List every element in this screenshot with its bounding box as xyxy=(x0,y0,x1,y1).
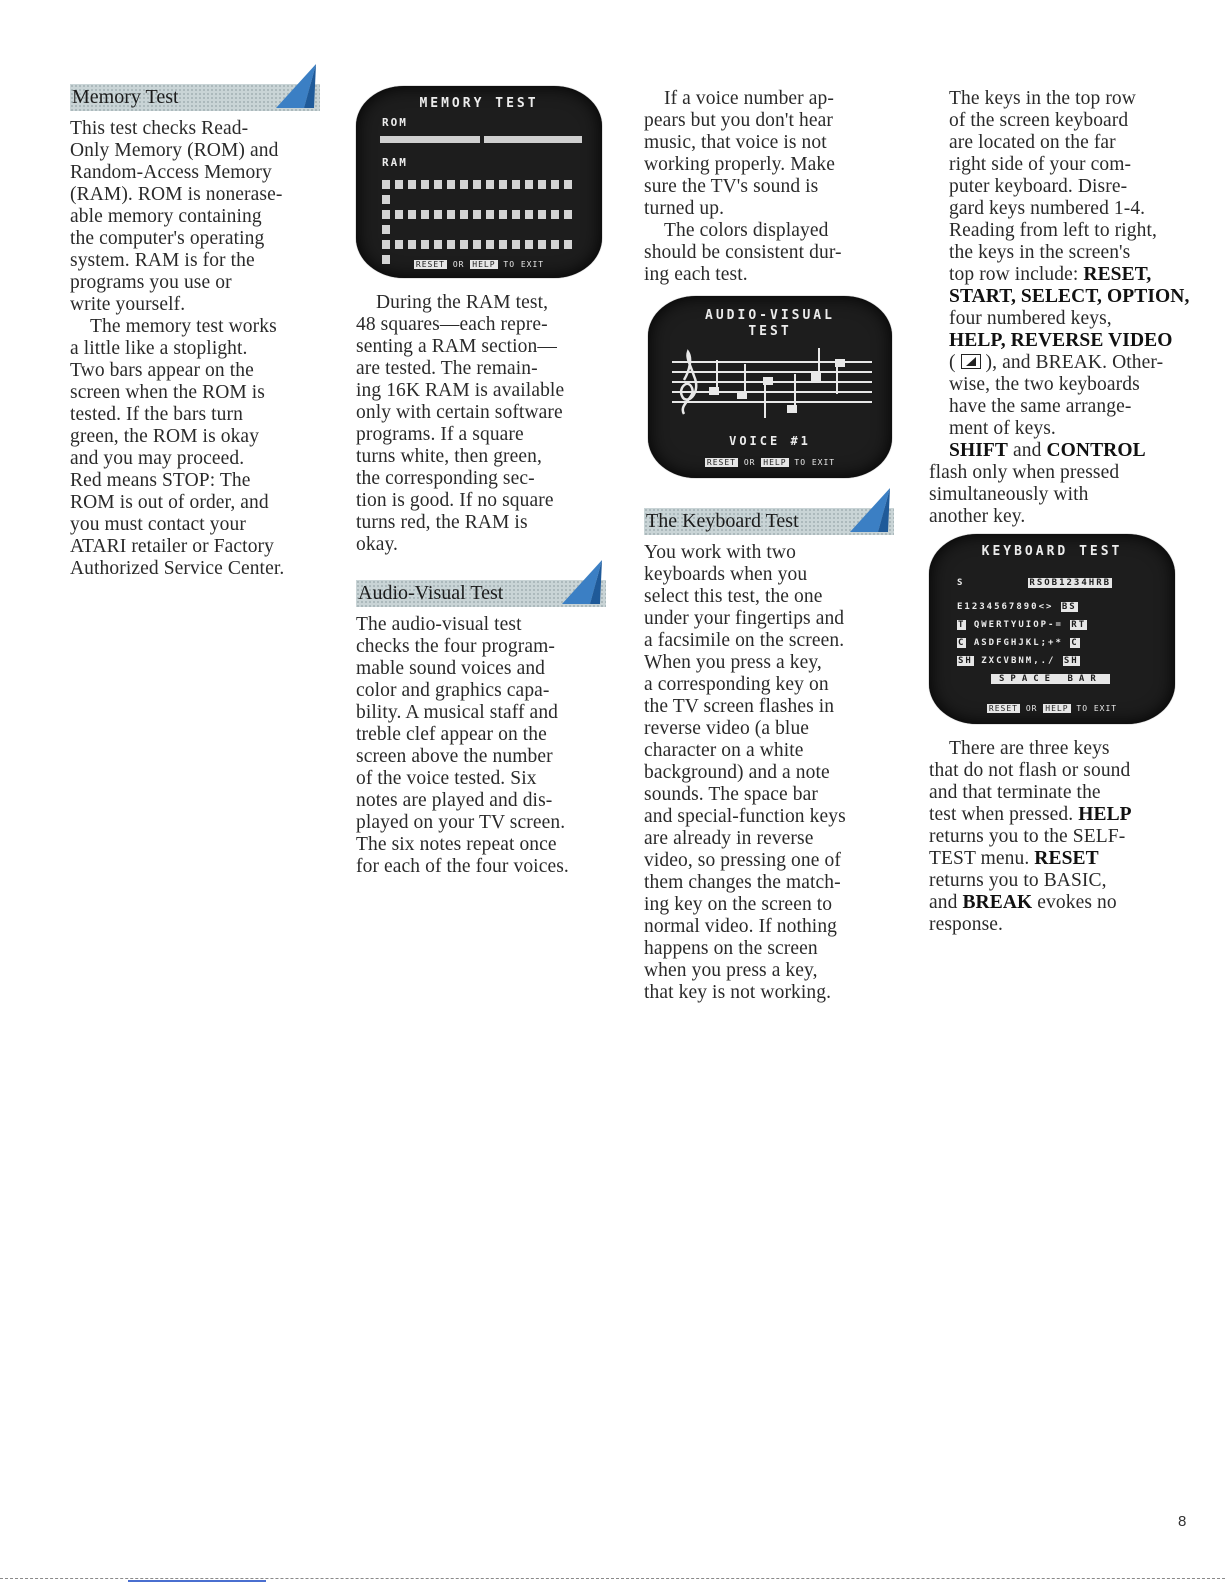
text-line: happens on the screen xyxy=(644,938,818,959)
audio-visual-text xyxy=(356,614,569,878)
rom-bar-1 xyxy=(380,136,480,143)
text-line: sounds. The space bar xyxy=(644,784,818,805)
text-line: working properly. Make xyxy=(644,154,836,175)
text-line: ing 16K RAM is available xyxy=(356,380,565,401)
ram-square xyxy=(564,240,572,249)
text-line: ATARI retailer or Factory xyxy=(70,536,274,557)
ram-squares xyxy=(382,176,588,266)
ram-square xyxy=(382,210,390,219)
text-line: checks the four program- xyxy=(356,636,555,657)
text-line: character on a white xyxy=(644,740,804,761)
text-line: programs you use or xyxy=(70,272,232,293)
text-line: background) and a note xyxy=(644,762,830,783)
screen-title-line2: TEST xyxy=(748,324,792,339)
text-line: programs. If a square xyxy=(356,424,524,445)
or-label: OR xyxy=(743,458,756,467)
ram-square xyxy=(382,225,390,234)
ram-label: RAM xyxy=(382,156,408,169)
text-line: and special-function keys xyxy=(644,806,846,827)
text-line: sure the TV's sound is xyxy=(644,176,819,197)
help-key-label: HELP xyxy=(472,260,496,269)
or-label: OR xyxy=(1025,704,1038,713)
terminate-keys-text: There are three keys that do not flash or sound and that terminate the test when pressed. HELP returns you to the SELF- TEST menu. RESET returns you to BASIC, and BREAK evokes no response. xyxy=(929,738,1132,935)
text-line: bility. A musical staff and xyxy=(356,702,559,723)
keyboard-test-text xyxy=(644,542,846,1004)
text-line: treble clef appear on the xyxy=(356,724,547,745)
ram-square xyxy=(395,240,403,249)
text-line: During the RAM test, xyxy=(376,292,549,313)
text-line: are tested. The remain- xyxy=(356,358,538,379)
text-line: mable sound voices and xyxy=(356,658,546,679)
ram-square-row xyxy=(382,176,588,206)
text-line: tested. If the bars turn xyxy=(70,404,243,425)
text-line: the corresponding sec- xyxy=(356,468,535,489)
text-line: tion is good. If no square xyxy=(356,490,554,511)
screen-key-row-3: C ASDFGHJKL;+* C xyxy=(958,638,1079,648)
text-line: a little like a stoplight. xyxy=(70,338,248,359)
text-line: green, the ROM is okay xyxy=(70,426,260,447)
text-line: ROM is out of order, and xyxy=(70,492,269,513)
keyboard-test-header xyxy=(644,508,894,535)
text-line: Authorized Service Center. xyxy=(70,558,285,579)
memory-test-header xyxy=(70,84,320,111)
text-line: them changes the match- xyxy=(644,872,841,893)
checkmark-icon xyxy=(274,62,318,110)
audio-visual-header xyxy=(356,580,606,607)
text-line: screen when the ROM is xyxy=(70,382,265,403)
ram-square xyxy=(395,210,403,219)
text-line: and you may proceed. xyxy=(70,448,245,469)
ram-square xyxy=(421,240,429,249)
reset-key-label: RESET xyxy=(988,704,1018,713)
exit-label: TO EXIT xyxy=(1076,704,1118,713)
ram-square xyxy=(460,240,468,249)
text-line: The six notes repeat once xyxy=(356,834,557,855)
help-key-label: HELP xyxy=(1045,704,1069,713)
voice-text xyxy=(644,88,842,286)
ram-square xyxy=(512,240,520,249)
ram-square-row xyxy=(382,206,588,236)
ram-square xyxy=(473,210,481,219)
ram-square xyxy=(538,210,546,219)
memory-test-screen xyxy=(356,86,602,278)
ram-square xyxy=(538,180,546,189)
screen-footer xyxy=(929,704,1175,713)
audio-visual-screen xyxy=(648,296,892,478)
text-line: pears but you don't hear xyxy=(644,110,833,131)
ram-square xyxy=(408,210,416,219)
text-line: turned up. xyxy=(644,198,725,219)
text-line: Only Memory (ROM) and xyxy=(70,140,279,161)
screen-footer xyxy=(648,458,892,467)
ram-square xyxy=(538,240,546,249)
text-line: write yourself. xyxy=(70,294,186,315)
text-line: If a voice number ap- xyxy=(664,88,834,109)
ram-square xyxy=(486,240,494,249)
ram-square xyxy=(447,180,455,189)
text-line: able memory containing xyxy=(70,206,262,227)
text-line: that key is not working. xyxy=(644,982,832,1003)
reset-key-label: RESET xyxy=(415,260,445,269)
text-line: ing each test. xyxy=(644,264,748,285)
rom-bar-2 xyxy=(484,136,582,143)
ram-square xyxy=(434,240,442,249)
text-line: keyboards when you xyxy=(644,564,808,585)
ram-square xyxy=(525,180,533,189)
ram-square xyxy=(512,180,520,189)
text-line: This test checks Read- xyxy=(70,118,249,139)
ram-square xyxy=(499,210,507,219)
text-line: Two bars appear on the xyxy=(70,360,254,381)
checkmark-icon xyxy=(560,558,604,606)
text-line: played on your TV screen. xyxy=(356,812,566,833)
text-line: ing key on the screen to xyxy=(644,894,833,915)
memory-test-heading: Memory Test xyxy=(72,86,179,108)
screen-space-bar: SPACE BAR xyxy=(991,674,1110,684)
text-line: when you press a key, xyxy=(644,960,818,981)
ram-square xyxy=(486,180,494,189)
ram-test-text xyxy=(356,292,564,556)
text-line: senting a RAM section— xyxy=(356,336,557,357)
ram-square xyxy=(434,210,442,219)
text-line: screen above the number xyxy=(356,746,553,767)
screen-footer xyxy=(356,260,602,269)
ram-square xyxy=(473,240,481,249)
ram-square xyxy=(447,210,455,219)
ram-square xyxy=(499,240,507,249)
text-line: When you press a key, xyxy=(644,652,822,673)
ram-square xyxy=(551,210,559,219)
text-line: The colors displayed xyxy=(664,220,829,241)
ram-square xyxy=(525,240,533,249)
exit-label: TO EXIT xyxy=(794,458,836,467)
ram-square xyxy=(382,195,390,204)
text-line: only with certain software xyxy=(356,402,563,423)
ram-square xyxy=(460,180,468,189)
screen-title: MEMORY TEST xyxy=(419,96,539,111)
text-line: for each of the four voices. xyxy=(356,856,569,877)
rom-label: ROM xyxy=(382,116,408,129)
screen-key-row-4: SH ZXCVBNM,./ SH xyxy=(958,656,1079,666)
text-line: the TV screen flashes in xyxy=(644,696,835,717)
text-line: Red means STOP: The xyxy=(70,470,251,491)
ram-square xyxy=(460,210,468,219)
audio-visual-heading: Audio-Visual Test xyxy=(358,582,504,604)
text-line: 48 squares—each repre- xyxy=(356,314,548,335)
help-key-label: HELP xyxy=(763,458,787,467)
text-line: turns red, the RAM is xyxy=(356,512,528,533)
ram-square xyxy=(564,210,572,219)
text-line: music, that voice is not xyxy=(644,132,827,153)
ram-square xyxy=(551,240,559,249)
ram-square xyxy=(421,180,429,189)
ram-square xyxy=(499,180,507,189)
text-line: The audio-visual test xyxy=(356,614,522,635)
text-line: under your fingertips and xyxy=(644,608,845,629)
page-edge-mark xyxy=(128,1580,266,1582)
keyboard-test-screen xyxy=(929,534,1175,724)
text-line: color and graphics capa- xyxy=(356,680,550,701)
ram-square xyxy=(382,240,390,249)
screen-key-row-1: E1234567890<> BS xyxy=(957,602,1077,612)
text-line: system. RAM is for the xyxy=(70,250,255,271)
text-line: of the voice tested. Six xyxy=(356,768,537,789)
ram-square xyxy=(564,180,572,189)
screen-title: KEYBOARD TEST xyxy=(981,544,1123,559)
text-line: okay. xyxy=(356,534,399,555)
screen-key-row-0: S RSOB1234HRB xyxy=(957,578,1112,588)
reset-key-label: RESET xyxy=(706,458,736,467)
text-line: The memory test works xyxy=(90,316,277,337)
keys-text: The keys in the top row of the screen keyboard are located on the far right side of your com- puter keyboard. Disre- gard keys numbered 1-4. Reading from left to right, the keys in the screen's top row include: RESET, START, SELECT, OPTION, four numbered keys, HELP, REVERSE VIDEO ( ), and BREAK. Other- wise, the two keyboards have the same arrange- ment of keys. SHIFT and CONTROL flash only when pressed simultaneously with another key. xyxy=(929,88,1190,527)
text-line: should be consistent dur- xyxy=(644,242,842,263)
or-label: OR xyxy=(452,260,465,269)
text-line: you must contact your xyxy=(70,514,246,535)
reverse-video-icon xyxy=(961,354,981,369)
text-line: a facsimile on the screen. xyxy=(644,630,845,651)
ram-square xyxy=(551,180,559,189)
ram-square xyxy=(447,240,455,249)
ram-square xyxy=(408,180,416,189)
music-staff-icon xyxy=(670,348,874,428)
ram-square xyxy=(486,210,494,219)
ram-square xyxy=(395,180,403,189)
page-edge-line xyxy=(0,1578,1225,1579)
screen-key-row-2: T QWERTYUIOP-= RT xyxy=(958,620,1087,630)
text-line: the computer's operating xyxy=(70,228,265,249)
checkmark-icon xyxy=(848,486,892,534)
memory-test-text xyxy=(70,118,284,580)
text-line: You work with two xyxy=(644,542,796,563)
page-number: 8 xyxy=(1178,1513,1187,1530)
text-line: are already in reverse xyxy=(644,828,814,849)
ram-square xyxy=(408,240,416,249)
text-line: select this test, the one xyxy=(644,586,823,607)
voice-number: VOICE #1 xyxy=(729,434,811,448)
ram-square xyxy=(382,180,390,189)
screen-title-line1: AUDIO-VISUAL xyxy=(705,308,835,323)
ram-square xyxy=(525,210,533,219)
text-line: turns white, then green, xyxy=(356,446,542,467)
keyboard-test-heading: The Keyboard Test xyxy=(646,510,799,532)
ram-square xyxy=(421,210,429,219)
ram-square xyxy=(512,210,520,219)
text-line: Random-Access Memory xyxy=(70,162,272,183)
ram-square xyxy=(473,180,481,189)
text-line: video, so pressing one of xyxy=(644,850,841,871)
exit-label: TO EXIT xyxy=(503,260,545,269)
text-line: notes are played and dis- xyxy=(356,790,553,811)
text-line: (RAM). ROM is nonerase- xyxy=(70,184,283,205)
ram-square xyxy=(434,180,442,189)
text-line: reverse video (a blue xyxy=(644,718,810,739)
text-line: a corresponding key on xyxy=(644,674,829,695)
text-line: normal video. If nothing xyxy=(644,916,838,937)
